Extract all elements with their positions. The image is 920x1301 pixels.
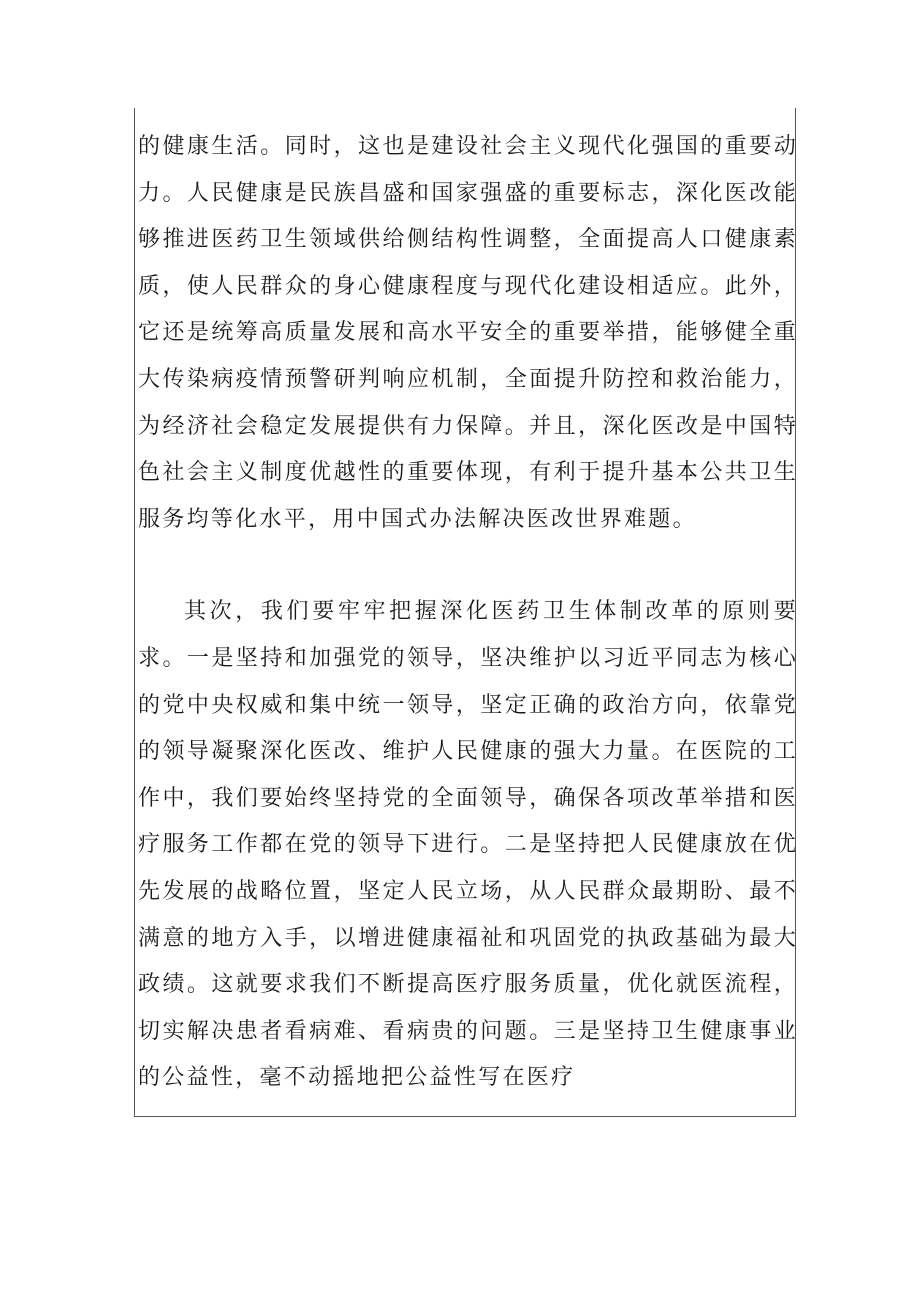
paragraph-gap xyxy=(138,543,798,589)
paragraph-2: 其次，我们要牢牢把握深化医药卫生体制改革的原则要求。一是坚持和加强党的领导，坚决维护以习近平同志为核心的党中央权威和集中统一领导，坚定正确的政治方向，依靠党的领导凝聚深化医改、维护人民健康的强大力量。在医院的工作中，我们要始终坚持党的全面领导，确保各项改革举措和医疗服务工作都在党的领导下进行。二是坚持把人民健康放在优先发展的战略位置，坚定人民立场，从人民群众最期盼、最不满意的地方入手，以增进健康福祉和巩固党的执政基础为最大政绩。这就要求我们不断提高医疗服务质量，优化就医流程，切实解决患者看病难、看病贵的问题。三是坚持卫生健康事业的公益性，毫不动摇地把公益性写在医疗 xyxy=(138,599,798,1091)
document-body xyxy=(138,124,798,1102)
paragraph-1: 的健康生活。同时，这也是建设社会主义现代化强国的重要动力。人民健康是民族昌盛和国家强盛的重要标志，深化医改能够推进医药卫生领域供给侧结构性调整，全面提高人口健康素质，使人民群众的身心健康程度与现代化建设相适应。此外，它还是统筹高质量发展和高水平安全的重要举措，能够健全重大传染病疫情预警研判响应机制，全面提升防控和救治能力，为经济社会稳定发展提供有力保障。并且，深化医改是中国特色社会主义制度优越性的重要体现，有利于提升基本公共卫生服务均等化水平，用中国式办法解决医改世界难题。 xyxy=(138,134,798,532)
